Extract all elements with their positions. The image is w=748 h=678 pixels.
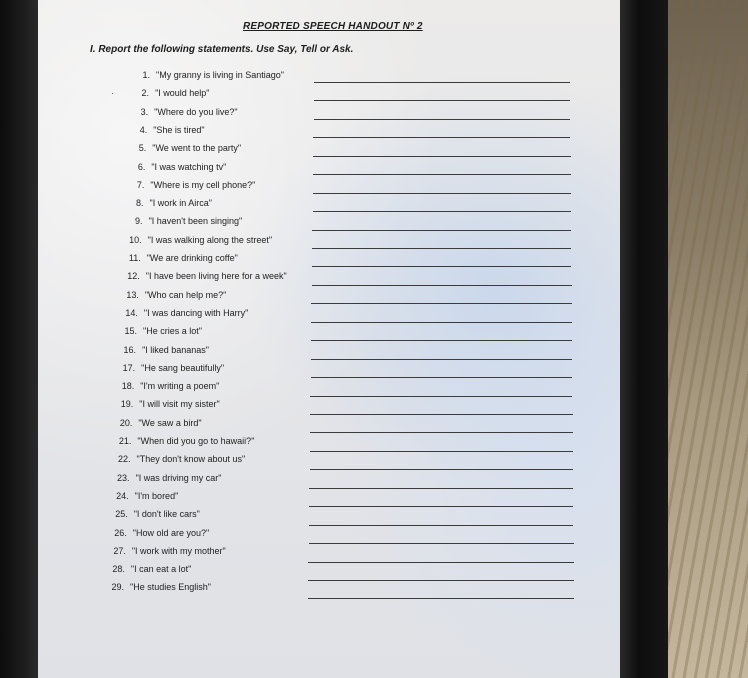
item-statement: "I was walking along the street" xyxy=(147,234,273,245)
answer-line xyxy=(309,525,574,526)
list-item xyxy=(119,216,572,228)
answer-line xyxy=(311,359,572,360)
answer-line xyxy=(310,432,573,433)
item-statement: "They don't know about us" xyxy=(136,454,246,465)
list-item xyxy=(103,528,574,540)
answer-line xyxy=(310,451,573,452)
answer-line xyxy=(308,580,574,581)
item-statement: "I have been living here for a week" xyxy=(145,271,287,282)
handout-title: REPORTED SPEECH HANDOUT Nº 2 xyxy=(243,21,423,32)
answer-line xyxy=(313,137,570,138)
answer-line xyxy=(311,340,572,341)
list-item xyxy=(123,125,570,137)
item-statement: "I would help" xyxy=(155,88,210,99)
list-item xyxy=(116,271,572,283)
item-statement: "I haven't been singing" xyxy=(148,216,243,227)
list-item xyxy=(110,381,572,393)
item-number: 12. xyxy=(127,271,140,282)
list-item xyxy=(124,107,570,119)
item-statement: "He cries a lot" xyxy=(143,326,202,337)
item-statement: "I don't like cars" xyxy=(133,509,200,520)
item-statement: "When did you go to hawaii?" xyxy=(137,436,255,446)
item-number: 5. xyxy=(138,143,147,154)
item-number: 26. xyxy=(114,527,127,538)
answer-line xyxy=(312,248,571,249)
item-number: 9. xyxy=(135,216,143,227)
item-number: 19. xyxy=(120,399,134,410)
answer-line xyxy=(313,174,571,175)
item-statement: "Who can help me?" xyxy=(144,289,227,300)
instruction-text: I. Report the following statements. Use Say, Tell or Ask. xyxy=(90,44,354,55)
list-item xyxy=(100,582,574,594)
item-number: 24. xyxy=(116,490,129,501)
item-statement: "We are drinking coffe" xyxy=(146,253,238,263)
list-item xyxy=(117,253,572,265)
answer-line xyxy=(314,119,571,120)
item-number: 16. xyxy=(123,344,137,355)
item-statement: "I will visit my sister" xyxy=(139,399,220,410)
item-number: 25. xyxy=(115,509,128,520)
item-statement: "I liked bananas" xyxy=(142,344,209,355)
item-statement: "I work with my mother" xyxy=(131,545,226,556)
item-statement: "He sang beautifully" xyxy=(141,362,225,373)
item-number: 11. xyxy=(128,253,141,263)
list-item xyxy=(107,454,574,466)
answer-line xyxy=(312,230,571,231)
answer-line xyxy=(313,193,571,194)
item-number: 3. xyxy=(140,106,149,117)
list-item xyxy=(122,143,570,155)
list-item xyxy=(101,564,574,576)
item-statement: "I'm writing a poem" xyxy=(140,381,220,392)
answer-line xyxy=(310,414,572,415)
item-number: 22. xyxy=(117,454,131,465)
item-number: 2. xyxy=(141,88,150,99)
item-number: 18. xyxy=(121,381,135,392)
answer-line xyxy=(314,100,570,101)
list-item xyxy=(120,180,570,192)
list-item xyxy=(111,363,572,375)
item-statement: "She is tired" xyxy=(153,124,205,135)
item-number: 1. xyxy=(142,70,150,80)
answer-line xyxy=(308,562,573,563)
item-number: 23. xyxy=(117,472,130,483)
answer-line xyxy=(309,506,573,507)
stray-mark: · xyxy=(111,88,115,99)
answer-line xyxy=(312,266,572,267)
answer-line xyxy=(310,396,572,397)
list-item xyxy=(113,326,572,338)
item-number: 28. xyxy=(112,564,125,575)
answer-line xyxy=(313,211,572,212)
item-statement: "I'm bored" xyxy=(134,490,179,501)
list-item xyxy=(104,509,574,521)
item-statement: "I was watching tv" xyxy=(151,161,227,172)
answer-line xyxy=(311,377,573,378)
answer-line xyxy=(308,598,574,599)
list-item xyxy=(105,491,574,503)
answer-line xyxy=(312,285,572,286)
item-number: 27. xyxy=(113,545,126,556)
item-statement: "We went to the party" xyxy=(152,143,242,154)
item-statement: "Where do you live?" xyxy=(154,106,238,117)
item-statement: "I was dancing with Harry" xyxy=(143,307,249,318)
list-item xyxy=(108,418,572,430)
item-number: 7. xyxy=(136,179,145,190)
list-item xyxy=(102,546,574,558)
item-number: 6. xyxy=(137,161,146,172)
list-item xyxy=(106,473,574,485)
item-number: 14. xyxy=(125,307,138,318)
screen xyxy=(38,0,620,678)
item-statement: "I was driving my car" xyxy=(135,472,222,483)
item-number: 29. xyxy=(111,582,124,593)
list-item xyxy=(115,290,572,302)
list-item xyxy=(109,399,572,411)
list-item xyxy=(120,198,572,210)
item-number: 8. xyxy=(135,198,144,209)
item-number: 17. xyxy=(122,362,136,373)
answer-line xyxy=(309,488,573,489)
item-number: 4. xyxy=(139,124,148,135)
item-number: 15. xyxy=(124,326,137,337)
answer-line xyxy=(311,303,571,304)
item-statement: "I can eat a lot" xyxy=(130,564,192,575)
answer-line xyxy=(310,469,574,470)
list-item xyxy=(126,70,570,82)
device-bezel-right xyxy=(620,0,668,678)
item-statement: "How old are you?" xyxy=(132,527,210,538)
table-surface xyxy=(668,0,748,678)
list-item xyxy=(111,88,570,100)
list-item xyxy=(118,235,572,247)
list-item xyxy=(107,436,572,448)
device-bezel-left xyxy=(0,0,38,678)
item-statement: "He studies English" xyxy=(130,582,211,593)
item-number: 20. xyxy=(119,417,133,428)
item-statement: "My granny is living in Santiago" xyxy=(156,70,284,80)
list-item xyxy=(114,308,572,320)
item-statement: "Where is my cell phone?" xyxy=(150,179,256,190)
item-number: 13. xyxy=(126,289,139,300)
answer-line xyxy=(311,322,572,323)
list-item xyxy=(112,345,572,357)
answer-line xyxy=(313,156,570,157)
item-statement: "I work in Airca" xyxy=(149,198,212,209)
answer-line xyxy=(314,82,570,83)
list-item xyxy=(121,162,570,174)
answer-line xyxy=(309,543,574,544)
item-number: 10. xyxy=(129,234,142,245)
item-statement: "We saw a bird" xyxy=(138,417,202,428)
item-number: 21. xyxy=(118,436,132,446)
